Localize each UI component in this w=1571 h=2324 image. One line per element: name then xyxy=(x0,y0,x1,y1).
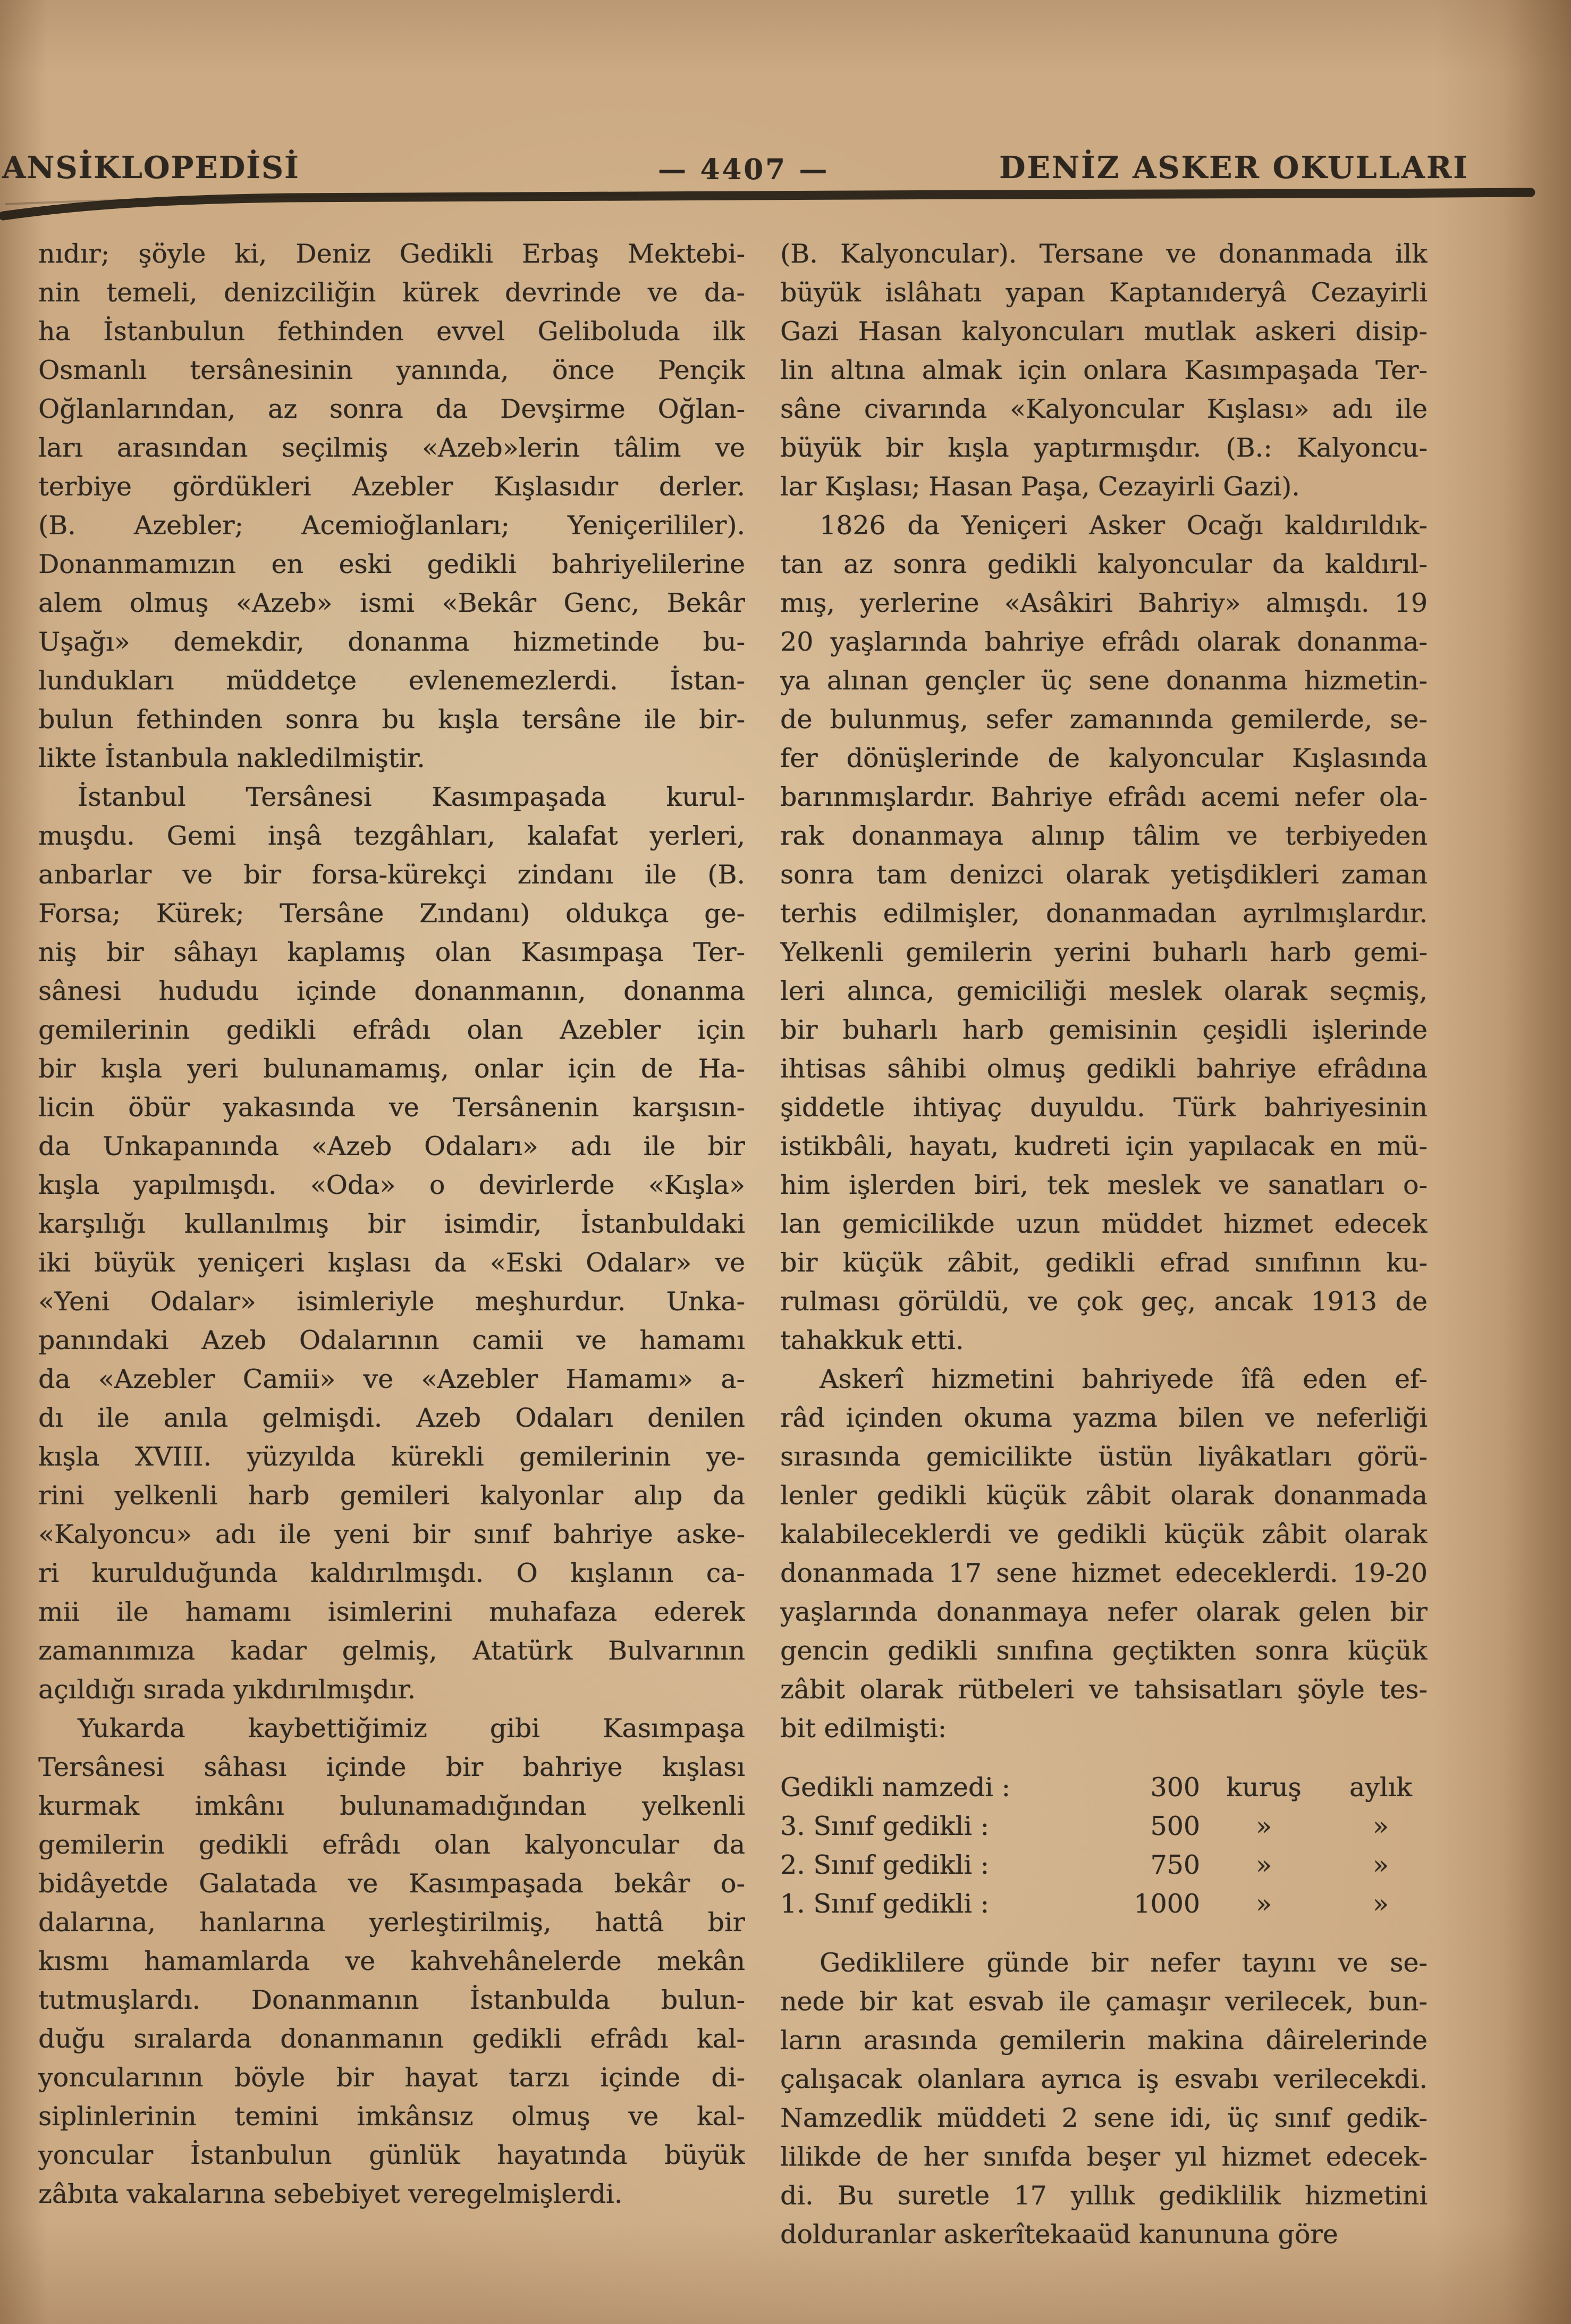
text-line: gemilerin gedikli efrâdı olan kalyoncular da xyxy=(38,1830,745,1860)
text-line: donanmada 17 sene hizmet edeceklerdi. 19-20 xyxy=(780,1558,1428,1588)
text-line: muşdu. Gemi inşâ tezgâhları, kalafat yerleri, xyxy=(38,821,745,851)
text-line: da «Azebler Camii» ve «Azebler Hamamı» a- xyxy=(38,1364,745,1394)
text-line: Osmanlı tersânesinin yanında, önce Pençik xyxy=(38,355,745,385)
text-line: kışla XVIII. yüzyılda kürekli gemilerinin ye- xyxy=(38,1442,745,1472)
text-line: him işlerden biri, tek meslek ve sanatları o- xyxy=(780,1170,1428,1200)
text-line: sânesi hududu içinde donanmanın, donanma xyxy=(38,976,745,1006)
text-line: Gediklilere günde bir nefer tayını ve se- xyxy=(820,1948,1428,1978)
text-line: niş bir sâhayı kaplamış olan Kasımpaşa Ter- xyxy=(38,937,745,967)
text-line: da Unkapanında «Azeb Odaları» adı ile bir xyxy=(38,1131,745,1161)
text-line: alem olmuş «Azeb» ismi «Bekâr Genc, Bekâr xyxy=(38,588,745,618)
text-line: Uşağı» demekdir, donanma hizmetinde bu- xyxy=(38,627,745,657)
header-journal-name: ANSİKLOPEDİSİ xyxy=(2,150,300,186)
text-line: gemilerinin gedikli efrâdı olan Azebler için xyxy=(38,1015,745,1045)
pay-unit-currency: » xyxy=(1256,1889,1272,1919)
text-line: bidâyetde Galatada ve Kasımpaşada bekâr o- xyxy=(38,1868,745,1899)
pay-scale-row xyxy=(780,1846,1428,1884)
text-line: kalabileceklerdi ve gedikli küçük zâbit olarak xyxy=(780,1519,1428,1550)
pay-amount: 750 xyxy=(1150,1850,1200,1880)
text-line: lundukları müddetçe evlenemezlerdi. İstan- xyxy=(38,666,745,696)
text-line: sırasında gemicilikte üstün liyâkatları görü- xyxy=(780,1442,1428,1472)
text-line: lan gemicilikde uzun müddet hizmet edecek xyxy=(780,1209,1428,1239)
text-line: terhis edilmişler, donanmadan ayrılmışlardır. xyxy=(780,898,1428,929)
text-line: bit edilmişti: xyxy=(780,1713,947,1744)
paragraph xyxy=(780,234,1428,506)
text-line: tan az sonra gedikli kalyoncular da kaldırıl- xyxy=(780,549,1428,579)
header-rule xyxy=(0,183,1571,225)
pay-amount: 500 xyxy=(1150,1811,1200,1841)
text-line: çalışacak olanlara ayrıca iş esvabı verilecekdi. xyxy=(780,2064,1428,2094)
paragraph xyxy=(38,1709,745,2213)
pay-rank-label: 2. Sınıf gedikli : xyxy=(780,1850,990,1880)
text-line: zâbıta vakalarına sebebiyet veregelmişlerdi. xyxy=(38,2179,623,2209)
paragraph xyxy=(38,234,745,778)
text-line: likte İstanbula nakledilmiştir. xyxy=(38,743,425,773)
text-line: licin öbür yakasında ve Tersânenin karşısın- xyxy=(38,1092,745,1123)
pay-scale-table xyxy=(780,1768,1428,1923)
text-line: Gazi Hasan kalyoncuları mutlak askeri disip- xyxy=(780,316,1428,347)
pay-scale-row xyxy=(780,1768,1428,1807)
text-line: Oğlanlarından, az sonra da Devşirme Oğlan- xyxy=(38,394,745,424)
text-line: kışla yapılmışdı. «Oda» o devirlerde «Kışla» xyxy=(38,1170,745,1200)
text-line: dolduranlar askerîtekaaüd kanununa göre xyxy=(780,2219,1338,2250)
text-line: lin altına almak için onlara Kasımpaşada Ter- xyxy=(780,355,1428,385)
text-line: ları arasından seçilmiş «Azeb»lerin tâlim ve xyxy=(38,433,745,463)
text-line: açıldığı sırada yıkdırılmışdır. xyxy=(38,1674,416,1705)
pay-rank-label: 3. Sınıf gedikli : xyxy=(780,1811,990,1841)
text-line: tutmuşlardı. Donanmanın İstanbulda bulun- xyxy=(38,1985,745,2015)
text-line: iki büyük yeniçeri kışlası da «Eski Odalar» ve xyxy=(38,1248,745,1278)
text-line: kısmı hamamlarda ve kahvehânelerde mekân xyxy=(38,1946,745,1976)
text-line: Yukarda kaybettiğimiz gibi Kasımpaşa xyxy=(78,1713,745,1744)
text-line: ha İstanbulun fethinden evvel Geliboluda ilk xyxy=(38,316,745,347)
text-line: lenler gedikli küçük zâbit olarak donanmada xyxy=(780,1480,1428,1511)
text-line: (B. Kalyoncular). Tersane ve donanmada ilk xyxy=(780,239,1428,269)
pay-unit-currency: » xyxy=(1256,1850,1272,1880)
paragraph xyxy=(780,1943,1428,2254)
pay-rank-label: 1. Sınıf gedikli : xyxy=(780,1889,990,1919)
text-line: büyük bir kışla yaptırmışdır. (B.: Kalyoncu- xyxy=(780,433,1428,463)
text-line: bulun fethinden sonra bu kışla tersâne ile bir- xyxy=(38,704,745,735)
text-line: rak donanmaya alınıp tâlim ve terbiyeden xyxy=(780,821,1428,851)
text-line: Yelkenli gemilerin yerini buharlı harb gemi- xyxy=(780,937,1428,967)
text-line: siplinlerinin temini imkânsız olmuş ve kal- xyxy=(38,2101,745,2132)
text-line: nede bir kat esvab ile çamaşır verilecek, bun- xyxy=(780,1986,1428,2017)
text-line: sâne civarında «Kalyoncular Kışlası» adı ile xyxy=(780,394,1428,424)
text-line: dı ile anıla gelmişdi. Azeb Odaları denilen xyxy=(38,1403,745,1433)
text-line: bir buharlı harb gemisinin çeşidli işlerinde xyxy=(780,1015,1428,1045)
header-page-number: — 4407 — xyxy=(658,153,830,186)
text-line: 1826 da Yeniçeri Asker Ocağı kaldırıldık- xyxy=(820,510,1428,541)
text-line: terbiye gördükleri Azebler Kışlasıdır derler. xyxy=(38,471,745,502)
text-line: yoncular İstanbulun günlük hayatında büyük xyxy=(38,2140,745,2170)
text-line: fer dönüşlerinde de kalyoncular Kışlasında xyxy=(780,743,1428,773)
text-line: 20 yaşlarında bahriye efrâdı olarak donanma- xyxy=(780,627,1428,657)
text-line: bir kışla yeri bulunamamış, onlar için de Ha- xyxy=(38,1054,745,1084)
pay-scale-row xyxy=(780,1807,1428,1846)
text-line: di. Bu suretle 17 yıllık gediklilik hizmetini xyxy=(780,2180,1428,2211)
text-line: duğu sıralarda donanmanın gedikli efrâdı kal- xyxy=(38,2024,745,2054)
text-line: gencin gedikli sınıfına geçtikten sonra küçük xyxy=(780,1636,1428,1666)
text-line: Donanmamızın en eski gedikli bahriyelilerine xyxy=(38,549,745,579)
paragraph xyxy=(38,778,745,1709)
text-line: büyük islâhatı yapan Kaptanıderyâ Cezayirli xyxy=(780,277,1428,308)
text-line: rulması görüldü, ve çok geç, ancak 1913 de xyxy=(780,1286,1428,1317)
text-line: karşılığı kullanılmış bir isimdir, İstanbuldaki xyxy=(38,1209,745,1239)
text-line: «Yeni Odalar» isimleriyle meşhurdur. Unka- xyxy=(38,1286,745,1317)
text-line: de bulunmuş, sefer zamanında gemilerde, se- xyxy=(780,704,1428,735)
pay-unit-period: » xyxy=(1373,1889,1389,1919)
text-line: râd içinden okuma yazma bilen ve neferliği xyxy=(780,1403,1428,1433)
text-line: panındaki Azeb Odalarının camii ve hamamı xyxy=(38,1325,745,1355)
paragraph xyxy=(780,1360,1428,1748)
text-line: bir küçük zâbit, gedikli efrad sınıfının ku- xyxy=(780,1248,1428,1278)
text-line: yaşlarında donanmaya nefer olarak gelen bir xyxy=(780,1597,1428,1627)
pay-unit-period: » xyxy=(1373,1850,1389,1880)
text-line: istikbâli, hayatı, kudreti için yapılacak en mü- xyxy=(780,1131,1428,1161)
text-line: zamanımıza kadar gelmiş, Atatürk Bulvarının xyxy=(38,1636,745,1666)
text-line: şiddetle ihtiyaç duyuldu. Türk bahriyesinin xyxy=(780,1092,1428,1123)
pay-scale-row xyxy=(780,1884,1428,1923)
text-line: dalarına, hanlarına yerleştirilmiş, hattâ bir xyxy=(38,1907,745,1938)
text-line: lar Kışlası; Hasan Paşa, Cezayirli Gazi). xyxy=(780,471,1300,502)
text-line: ri kurulduğunda kaldırılmışdı. O kışlanın ca- xyxy=(38,1558,745,1588)
text-line: zâbit olarak rütbeleri ve tahsisatları şöyle tes- xyxy=(780,1674,1428,1705)
text-line: ihtisas sâhibi olmuş gedikli bahriye efrâdına xyxy=(780,1054,1428,1084)
pay-unit-currency: » xyxy=(1256,1811,1272,1841)
text-line: nin temeli, denizciliğin kürek devrinde ve da- xyxy=(38,277,745,308)
text-line: Askerî hizmetini bahriyede îfâ eden ef- xyxy=(820,1364,1428,1394)
pay-unit-period: aylık xyxy=(1349,1772,1412,1803)
text-line: Namzedlik müddeti 2 sene idi, üç sınıf gedik- xyxy=(780,2103,1428,2133)
text-line: «Kalyoncu» adı ile yeni bir sınıf bahriye aske- xyxy=(38,1519,745,1550)
text-line: sonra tam denizci olarak yetişdikleri zaman xyxy=(780,860,1428,890)
text-line: barınmışlardır. Bahriye efrâdı acemi nefer ola- xyxy=(780,782,1428,812)
text-line: leri alınca, gemiciliği meslek olarak seçmiş, xyxy=(780,976,1428,1006)
text-line: lilikde de her sınıfda beşer yıl hizmet edecek- xyxy=(780,2142,1428,2172)
text-line: (B. Azebler; Acemioğlanları; Yeniçerililer). xyxy=(38,510,745,541)
text-line: İstanbul Tersânesi Kasımpaşada kurul- xyxy=(78,782,745,812)
pay-rank-label: Gedikli namzedi : xyxy=(780,1772,1010,1803)
header-article-title: DENİZ ASKER OKULLARI xyxy=(999,150,1469,186)
text-line: tahakkuk etti. xyxy=(780,1325,964,1355)
text-line: anbarlar ve bir forsa-kürekçi zindanı ile (B. xyxy=(38,860,745,890)
right-column xyxy=(780,234,1428,2254)
text-line: kurmak imkânı bulunamadığından yelkenli xyxy=(38,1791,745,1821)
text-line: mii ile hamamı isimlerini muhafaza ederek xyxy=(38,1597,745,1627)
text-line: Tersânesi sâhası içinde bir bahriye kışlası xyxy=(38,1752,745,1782)
text-line: mış, yerlerine «Asâkiri Bahriy» almışdı. 19 xyxy=(780,588,1428,618)
pay-unit-currency: kuruş xyxy=(1226,1772,1302,1803)
left-column xyxy=(38,234,745,2213)
pay-amount: 300 xyxy=(1150,1772,1200,1803)
text-line: rini yelkenli harb gemileri kalyonlar alıp da xyxy=(38,1480,745,1511)
text-line: Forsa; Kürek; Tersâne Zındanı) oldukça ge- xyxy=(38,898,745,929)
paragraph xyxy=(780,506,1428,1360)
text-line: ların arasında gemilerin makina dâirelerinde xyxy=(780,2025,1428,2056)
pay-unit-period: » xyxy=(1373,1811,1389,1841)
text-line: nıdır; şöyle ki, Deniz Gedikli Erbaş Mektebi- xyxy=(38,239,745,269)
text-line: ya alınan gençler üç sene donanma hizmetin- xyxy=(780,666,1428,696)
text-line: yoncularının böyle bir hayat tarzı içinde di- xyxy=(38,2062,745,2093)
pay-amount: 1000 xyxy=(1134,1889,1200,1919)
